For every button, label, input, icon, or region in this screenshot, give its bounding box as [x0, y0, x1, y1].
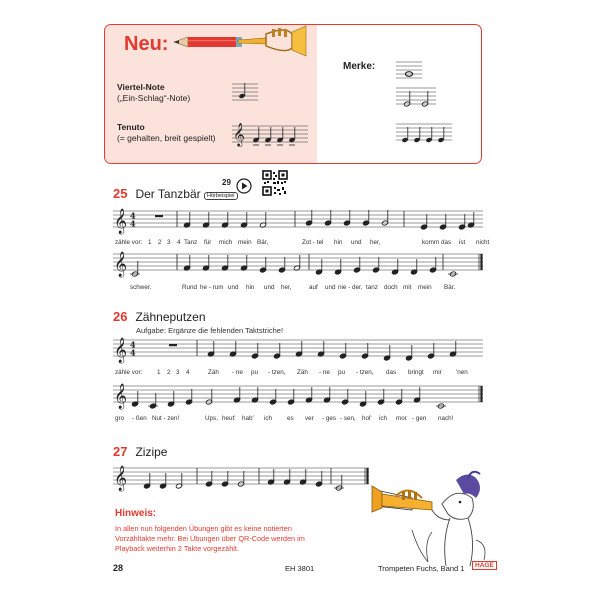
page-number: 28	[113, 563, 124, 573]
lyric-syllable: - gen	[412, 415, 427, 422]
lyric-syllable: das	[386, 369, 397, 376]
lyric-syllable: komm	[422, 239, 440, 246]
treble-clef: 𝄞	[114, 384, 128, 409]
lyric-syllable: mor	[396, 415, 407, 422]
lyric-syllable: pu	[338, 369, 346, 376]
lyric-syllable: bringt	[408, 369, 424, 376]
lyric-syllable: pu	[251, 369, 259, 376]
treble-clef: 𝄞	[114, 209, 128, 234]
hinweis-text: In allen nun folgenden Übungen gibt es keine notierten Vorzähltakte mehr. Bei Übungen über QR-Code werden im Playback weiterhin 2 Takte vorgezählt.	[115, 524, 305, 553]
lyric-syllable: Ups,	[205, 415, 218, 422]
rest	[169, 344, 177, 346]
lyric-syllable: und	[228, 284, 239, 291]
rest	[155, 215, 163, 217]
merke-label: Merke:	[343, 61, 376, 72]
lyric-syllable: - ges	[322, 415, 336, 422]
edition-code: EH 3801	[285, 564, 315, 573]
lyric-syllable: - tzen,	[268, 369, 286, 376]
lyric-syllable: mit	[403, 284, 412, 291]
lyric-syllable: 1	[148, 239, 152, 246]
lyric-syllable: he - rum	[200, 284, 224, 291]
lyric-syllable: - ne	[232, 369, 243, 376]
treble-clef: 𝄞	[114, 466, 128, 491]
lyric-syllable: ich	[379, 415, 388, 422]
lyric-syllable: mir	[433, 369, 442, 376]
exercise-26-name: Zähneputzen	[135, 310, 206, 324]
exercise-26-staff-1	[113, 336, 483, 366]
lyric-syllable: ver	[305, 415, 314, 422]
exercise-25-number: 25	[113, 186, 128, 201]
treble-clef: 𝄞	[114, 338, 128, 363]
time-signature: 4	[130, 218, 136, 229]
lyric-syllable: mein	[418, 284, 432, 291]
lyric-syllable: und	[264, 284, 275, 291]
tenuto-title: Tenuto	[117, 122, 145, 132]
merke-quarter-notes	[396, 122, 452, 144]
svg-text:𝄞: 𝄞	[233, 122, 245, 146]
lyric-syllable: heut'	[222, 415, 236, 422]
lyric-syllable: Rund	[182, 284, 198, 291]
tenuto-example	[232, 122, 308, 146]
pencil-icon	[174, 32, 244, 52]
lyric-syllable: nicht	[476, 239, 490, 246]
lyric-syllable: zähle vor:	[115, 369, 143, 376]
publisher-logo: HAGE	[472, 561, 497, 570]
exercise-26-task: Aufgabe: Ergänze die fehlenden Taktstriche!	[136, 326, 284, 335]
lyric-syllable: 'nen	[456, 369, 468, 376]
lyric-syllable: ist	[459, 239, 466, 246]
viertel-subtitle: („Ein-Schlag“-Note)	[117, 93, 191, 103]
tenuto-label	[117, 122, 216, 144]
lyric-syllable: ich	[264, 415, 273, 422]
lyric-syllable: Zot - tel	[302, 239, 324, 246]
lyric-syllable: hin	[334, 239, 343, 246]
lyric-syllable: nie - der,	[338, 284, 363, 291]
treble-clef: 𝄞	[114, 252, 128, 277]
exercise-27-name: Zizipe	[135, 445, 168, 459]
viertel-note-example	[232, 82, 258, 104]
exercise-26-title	[113, 309, 206, 324]
neu-title: Neu:	[124, 33, 169, 55]
lyric-syllable: - sen,	[340, 415, 356, 422]
lyric-syllable: 1	[157, 369, 161, 376]
lyric-syllable: 3	[176, 369, 180, 376]
lyric-syllable: es	[287, 415, 294, 422]
audio-track-number: 29	[222, 178, 231, 187]
lyric-syllable: 3	[167, 239, 171, 246]
lyric-syllable: Zäh	[297, 369, 308, 376]
lyric-syllable: und	[325, 284, 336, 291]
lyric-syllable: doch	[384, 284, 398, 291]
lyric-syllable: Tanz	[184, 239, 198, 246]
exercise-25-title	[113, 186, 201, 201]
lyric-syllable: zähle vor:	[115, 239, 143, 246]
audio-label: Hörbeispiel	[204, 192, 238, 200]
lyric-syllable: Bär.	[444, 284, 456, 291]
lyric-syllable: her,	[281, 284, 292, 291]
lyric-syllable: das	[441, 239, 452, 246]
lyric-syllable: auf	[309, 284, 318, 291]
merke-whole-note	[396, 60, 422, 82]
book-title: Trompeten Fuchs, Band 1	[378, 564, 465, 573]
lyric-syllable: - ne	[319, 369, 330, 376]
exercise-27-number: 27	[113, 444, 128, 459]
lyric-syllable: gro	[115, 415, 125, 422]
exercise-26-staff-2	[113, 382, 483, 412]
lyric-syllable: mich	[219, 239, 233, 246]
lyric-syllable: für	[204, 239, 212, 246]
time-signature: 4	[130, 347, 136, 358]
lyric-syllable: 2	[158, 239, 162, 246]
lyric-syllable: Zäh	[208, 369, 219, 376]
lyric-syllable: Bär,	[257, 239, 269, 246]
lyric-syllable: - ßen	[132, 415, 147, 422]
exercise-27-staff	[113, 464, 369, 494]
lyric-syllable: 4	[186, 369, 190, 376]
time-signature: 4	[130, 339, 136, 350]
lyric-syllable: nach!	[438, 415, 454, 422]
lyric-syllable: 4	[177, 239, 181, 246]
exercise-26-number: 26	[113, 309, 128, 324]
exercise-25-staff-2	[113, 250, 483, 280]
qr-code-icon[interactable]	[262, 170, 288, 196]
lyric-syllable: und	[351, 239, 362, 246]
lyric-syllable: 2	[167, 369, 171, 376]
fox-trumpeter-icon	[372, 470, 492, 570]
lyric-syllable: hab'	[242, 415, 254, 422]
lyric-syllable: Nut - zen!	[152, 415, 180, 422]
exercise-25-name: Der Tanzbär	[135, 187, 201, 201]
viertel-label	[117, 82, 190, 104]
lyric-syllable: mein	[238, 239, 252, 246]
lyric-syllable: schwer.	[130, 284, 152, 291]
time-signature: 4	[130, 210, 136, 221]
exercise-27-title	[113, 444, 167, 459]
merke-half-notes	[396, 86, 436, 108]
lyric-syllable: - tzen,	[356, 369, 374, 376]
trumpet-icon	[236, 26, 308, 56]
lyric-syllable: tanz	[366, 284, 378, 291]
exercise-25-staff-1	[113, 207, 483, 237]
hinweis-title: Hinweis:	[115, 508, 157, 519]
play-icon[interactable]	[236, 178, 252, 194]
viertel-title: Viertel-Note	[117, 82, 165, 92]
tenuto-subtitle: (= gehalten, breit gespielt)	[117, 133, 216, 143]
lyric-syllable: hin	[246, 284, 255, 291]
lyric-syllable: her,	[370, 239, 381, 246]
lyric-syllable: hol'	[362, 415, 372, 422]
